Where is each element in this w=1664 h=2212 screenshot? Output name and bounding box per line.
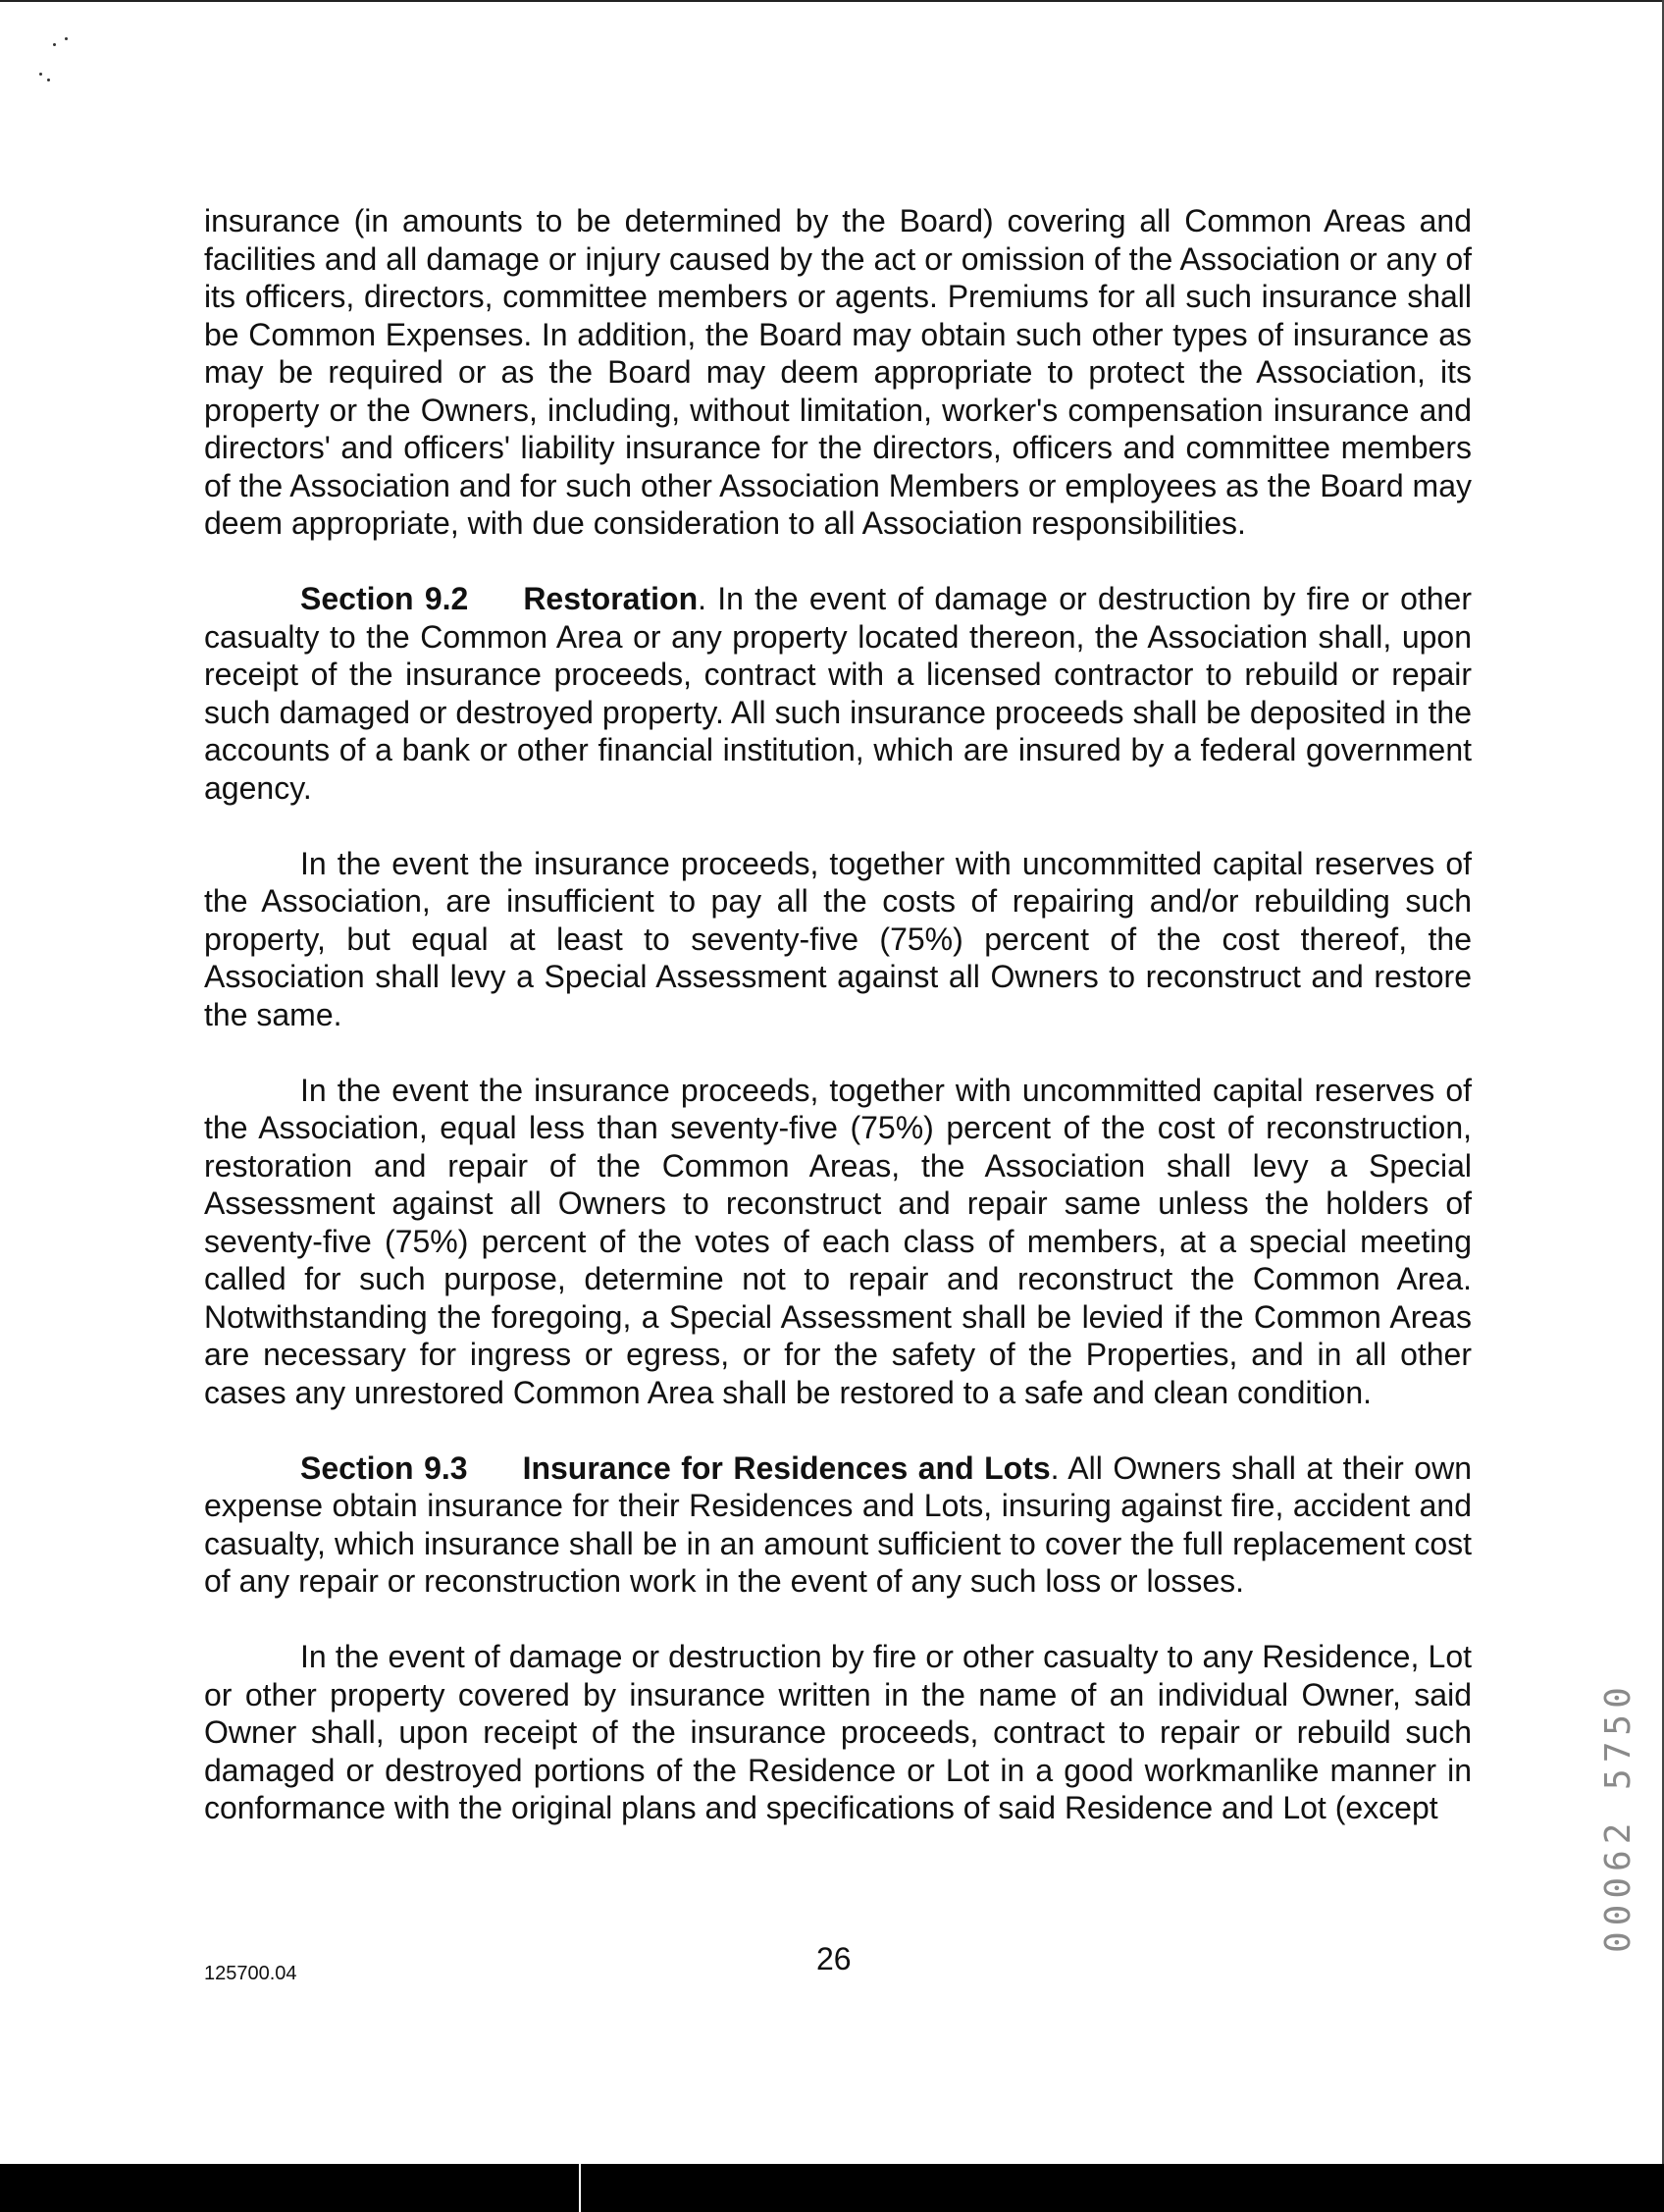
document-body <box>204 202 1472 1865</box>
paragraph-owner-repair: In the event of damage or destruction by fire or other casualty to any Residence, Lot or other property covered by insurance written in the name of an individual Owner, said Owner shall, upon receipt of the insurance proceeds, contract to repair or rebuild such damaged or destroyed portions of the Residence or Lot in a good workmanlike manner in conformance with the original plans and specifications of said Residence and Lot (except <box>204 1639 1472 1825</box>
scan-speck <box>53 43 56 46</box>
section-9-3-paragraph <box>204 1449 1472 1601</box>
footer-page-number: 26 <box>816 1941 852 1976</box>
paragraph-less-than-75-percent: In the event the insurance proceeds, together with uncommitted capital reserves of the Association, equal less than seventy-five (75%) percent of the cost of reconstruction, restoration and repair of the Common Areas, the Association shall levy a Special Assessment against all Owners to reconstruct and repair same unless the holders of seventy-five (75%) percent of the votes of each class of members, at a special meeting called for such purpose, determine not to repair and reconstruct the Common Area. Notwithstanding the foregoing, a Special Assessment shall be levied if the Common Areas are necessary for ingress or egress, or for the safety of the Properties, and in all other cases any unrestored Common Area shall be restored to a safe and clean condition. <box>204 1072 1472 1410</box>
section-number: Section 9.3 <box>300 1449 468 1486</box>
margin-stamp-text: 00062 5750 <box>1598 1681 1638 1953</box>
scan-speck <box>39 73 42 76</box>
heading-period: . <box>1050 1449 1060 1486</box>
section-9-2-paragraph <box>204 580 1472 807</box>
scan-specks <box>39 35 78 84</box>
section-number: Section 9.2 <box>300 581 469 616</box>
paragraph-insufficient-proceeds: In the event the insurance proceeds, together with uncommitted capital reserves of the Association, are insufficient to pay all the costs of repairing and/or rebuilding such property, but equal at least to seventy-five (75%) percent of the cost thereof, the Association shall levy a Special Assessment against all Owners to reconstruct and restore the same. <box>204 845 1472 1032</box>
section-text: All Owners shall at their own expense obtain insurance for their Residences and Lots, insuring against fire, accident and casualty, which insurance shall be in an amount sufficient to cover the full replacement cost of any repair or reconstruction work in the event of any such loss or losses. <box>204 1449 1473 1599</box>
scan-speck <box>65 37 68 40</box>
heading-period: . <box>698 581 706 616</box>
section-heading: Insurance for Residences and Lots <box>522 1449 1051 1486</box>
section-heading: Restoration <box>523 581 699 616</box>
margin-stamp <box>1599 1541 1638 1953</box>
paragraph-continuation: insurance (in amounts to be determined by the Board) covering all Common Areas and facilities and all damage or injury caused by the act or omission of the Association or any of its officers, directors, committee members or agents. Premiums for all such insurance shall be Common Expenses. In addition, the Board may obtain such other types of insurance as may be required or as the Board may deem appropriate to protect the Association, its property or the Owners, including, without limitation, worker's compensation insurance and directors' and officers' liability insurance for the directors, officers and committee members of the Association and for such other Association Members or employees as the Board may deem appropriate, with due consideration to all Association responsibilities. <box>204 203 1472 541</box>
bottom-scan-band <box>0 2164 1664 2212</box>
scan-speck <box>47 79 50 81</box>
footer-document-id: 125700.04 <box>204 1963 297 1984</box>
bottom-scan-band-gap <box>579 2164 581 2212</box>
section-text: In the event of damage or destruction by fire or other casualty to the Common Area or any property located thereon, the Association shall, upon receipt of the insurance proceeds, contract with a licensed contractor to rebuild or repair such damaged or destroyed property. All such insurance proceeds shall be deposited in the accounts of a bank or other financial institution, which are insured by a federal government agency. <box>204 581 1473 806</box>
top-scan-rule <box>0 0 1664 2</box>
